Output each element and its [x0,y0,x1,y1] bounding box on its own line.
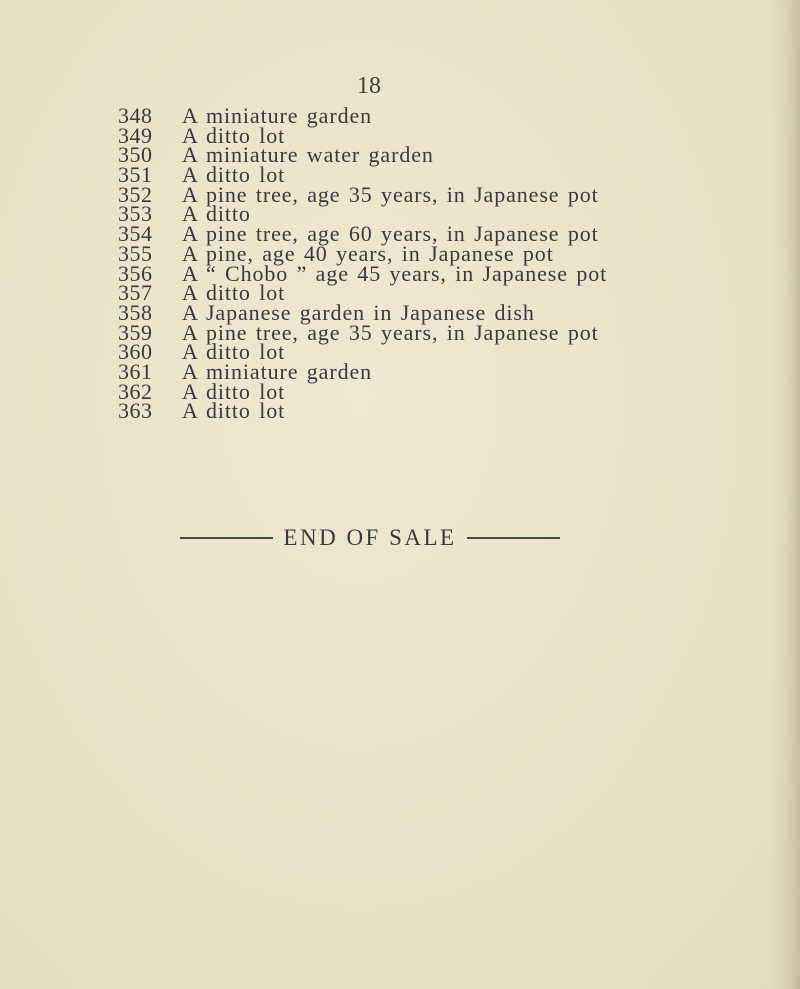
lot-description: A miniature garden [182,103,373,128]
lot-description: A ditto lot [182,280,286,306]
lot-description: A ditto lot [182,378,286,404]
end-of-sale-text: END OF SALE [283,525,457,550]
lot-description: A pine tree, age 35 years, in Japanese pot [182,181,599,207]
lot-description: A “ Chobo ” age 45 years, in Japanese pot [182,260,608,286]
lot-description: A ditto lot [182,398,286,424]
lot-description: A miniature garden [182,358,373,384]
lot-number: 351 [118,162,153,188]
lot-number: 363 [118,398,153,424]
right-rule [467,537,560,539]
left-rule [180,537,273,539]
lot-description: A pine tree, age 35 years, in Japanese pot [182,319,599,345]
lot-number: 360 [118,339,153,365]
lot-number: 350 [118,142,153,168]
lot-description: A ditto [182,201,251,227]
lot-number: 355 [118,240,153,266]
lot-row [118,398,778,424]
lot-list [118,103,778,424]
lot-number: 361 [118,358,153,384]
lot-number: 358 [118,299,153,325]
lot-number: 362 [118,378,153,404]
lot-description: A Japanese garden in Japanese dish [182,299,535,325]
lot-number: 352 [118,181,153,207]
lot-number: 359 [118,319,153,345]
page-number: 18 [357,73,381,99]
lot-number: 357 [118,280,153,306]
lot-description: A ditto lot [182,162,286,188]
lot-number: 354 [118,221,153,247]
lot-number: 356 [118,260,153,286]
lot-description: A ditto lot [182,339,286,365]
lot-number: 353 [118,201,153,227]
lot-number: 349 [118,122,153,148]
lot-description: A miniature water garden [182,142,434,168]
lot-description: A pine, age 40 years, in Japanese pot [182,240,554,266]
end-of-sale-banner [180,520,560,556]
lot-description: A ditto lot [182,122,286,148]
lot-number: 348 [118,103,153,128]
lot-description: A pine tree, age 60 years, in Japanese pot [182,221,599,247]
